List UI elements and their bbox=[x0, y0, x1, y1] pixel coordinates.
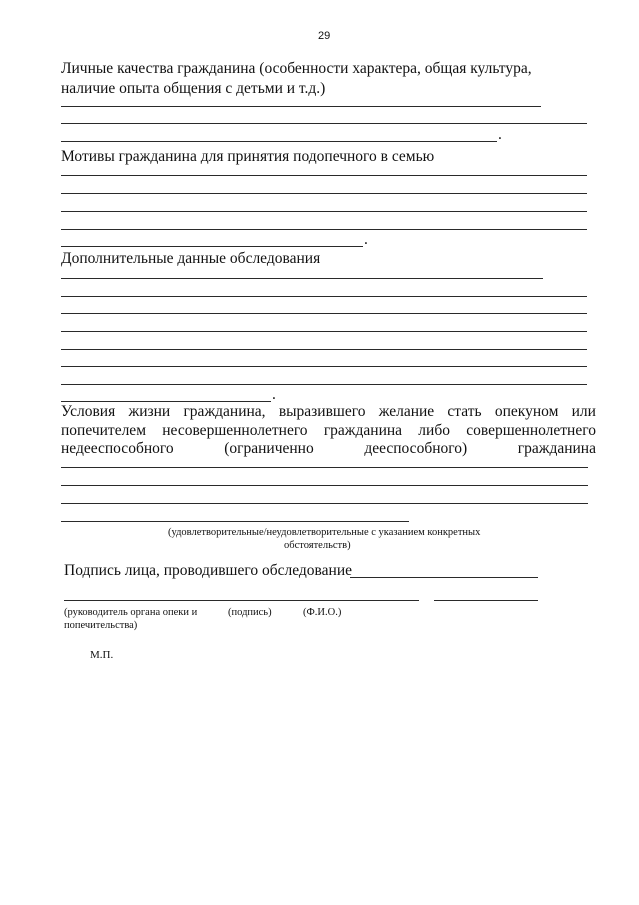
personal-qualities-end-mark: . bbox=[498, 126, 502, 143]
page-number: 29 bbox=[318, 30, 331, 42]
inspector-signature-line[interactable] bbox=[350, 577, 538, 578]
additional-data-field-line[interactable] bbox=[61, 331, 587, 332]
motives-field-line[interactable] bbox=[61, 193, 587, 194]
additional-data-label: Дополнительные данные обследования bbox=[61, 250, 321, 267]
personal-qualities-field-line[interactable] bbox=[61, 123, 587, 124]
head-role-label-line1: (руководитель органа опеки и bbox=[64, 607, 198, 618]
signature-label: Подпись лица, проводившего обследование bbox=[64, 562, 352, 579]
stamp-label: М.П. bbox=[90, 649, 114, 661]
head-name-line[interactable] bbox=[434, 600, 538, 601]
sign-hint-label: (подпись) bbox=[228, 607, 272, 618]
living-conditions-label-line2: попечителем несовершеннолетнего гражданина либо совершеннолетнего bbox=[61, 422, 596, 439]
personal-qualities-label-line2: наличие опыта общения с детьми и т.д.) bbox=[61, 80, 326, 97]
additional-data-field-line[interactable] bbox=[61, 366, 587, 367]
living-conditions-label-line1: Условия жизни гражданина, выразившего желание стать опекуном или bbox=[61, 403, 596, 420]
living-conditions-field-line[interactable] bbox=[61, 485, 588, 486]
living-conditions-hint-line1: (удовлетворительные/неудовлетворительные с указанием конкретных bbox=[168, 527, 481, 538]
name-hint-label: (Ф.И.О.) bbox=[303, 607, 342, 618]
motives-end-mark: . bbox=[364, 231, 368, 248]
motives-field-line[interactable] bbox=[61, 246, 363, 247]
head-signature-line[interactable] bbox=[64, 600, 419, 601]
motives-field-line[interactable] bbox=[61, 211, 587, 212]
additional-data-field-line[interactable] bbox=[61, 313, 587, 314]
additional-data-field-line[interactable] bbox=[61, 296, 587, 297]
motives-label: Мотивы гражданина для принятия подопечного в семью bbox=[61, 148, 435, 165]
living-conditions-field-line[interactable] bbox=[61, 467, 588, 468]
additional-data-field-line[interactable] bbox=[61, 401, 271, 402]
living-conditions-label-line3: недееспособного (ограниченно дееспособного) гражданина bbox=[61, 440, 596, 457]
additional-data-field-line[interactable] bbox=[61, 384, 587, 385]
head-role-label-line2: попечительства) bbox=[64, 620, 138, 631]
motives-field-line[interactable] bbox=[61, 229, 587, 230]
personal-qualities-label-line1: Личные качества гражданина (особенности характера, общая культура, bbox=[61, 60, 532, 77]
additional-data-field-line[interactable] bbox=[61, 278, 543, 279]
living-conditions-field-line[interactable] bbox=[61, 521, 409, 522]
additional-data-field-line[interactable] bbox=[61, 349, 587, 350]
personal-qualities-field-line[interactable] bbox=[61, 106, 541, 107]
living-conditions-hint-line2: обстоятельств) bbox=[284, 540, 351, 551]
personal-qualities-field-line[interactable] bbox=[61, 141, 497, 142]
additional-data-end-mark: . bbox=[272, 386, 276, 403]
living-conditions-field-line[interactable] bbox=[61, 503, 588, 504]
motives-field-line[interactable] bbox=[61, 175, 587, 176]
